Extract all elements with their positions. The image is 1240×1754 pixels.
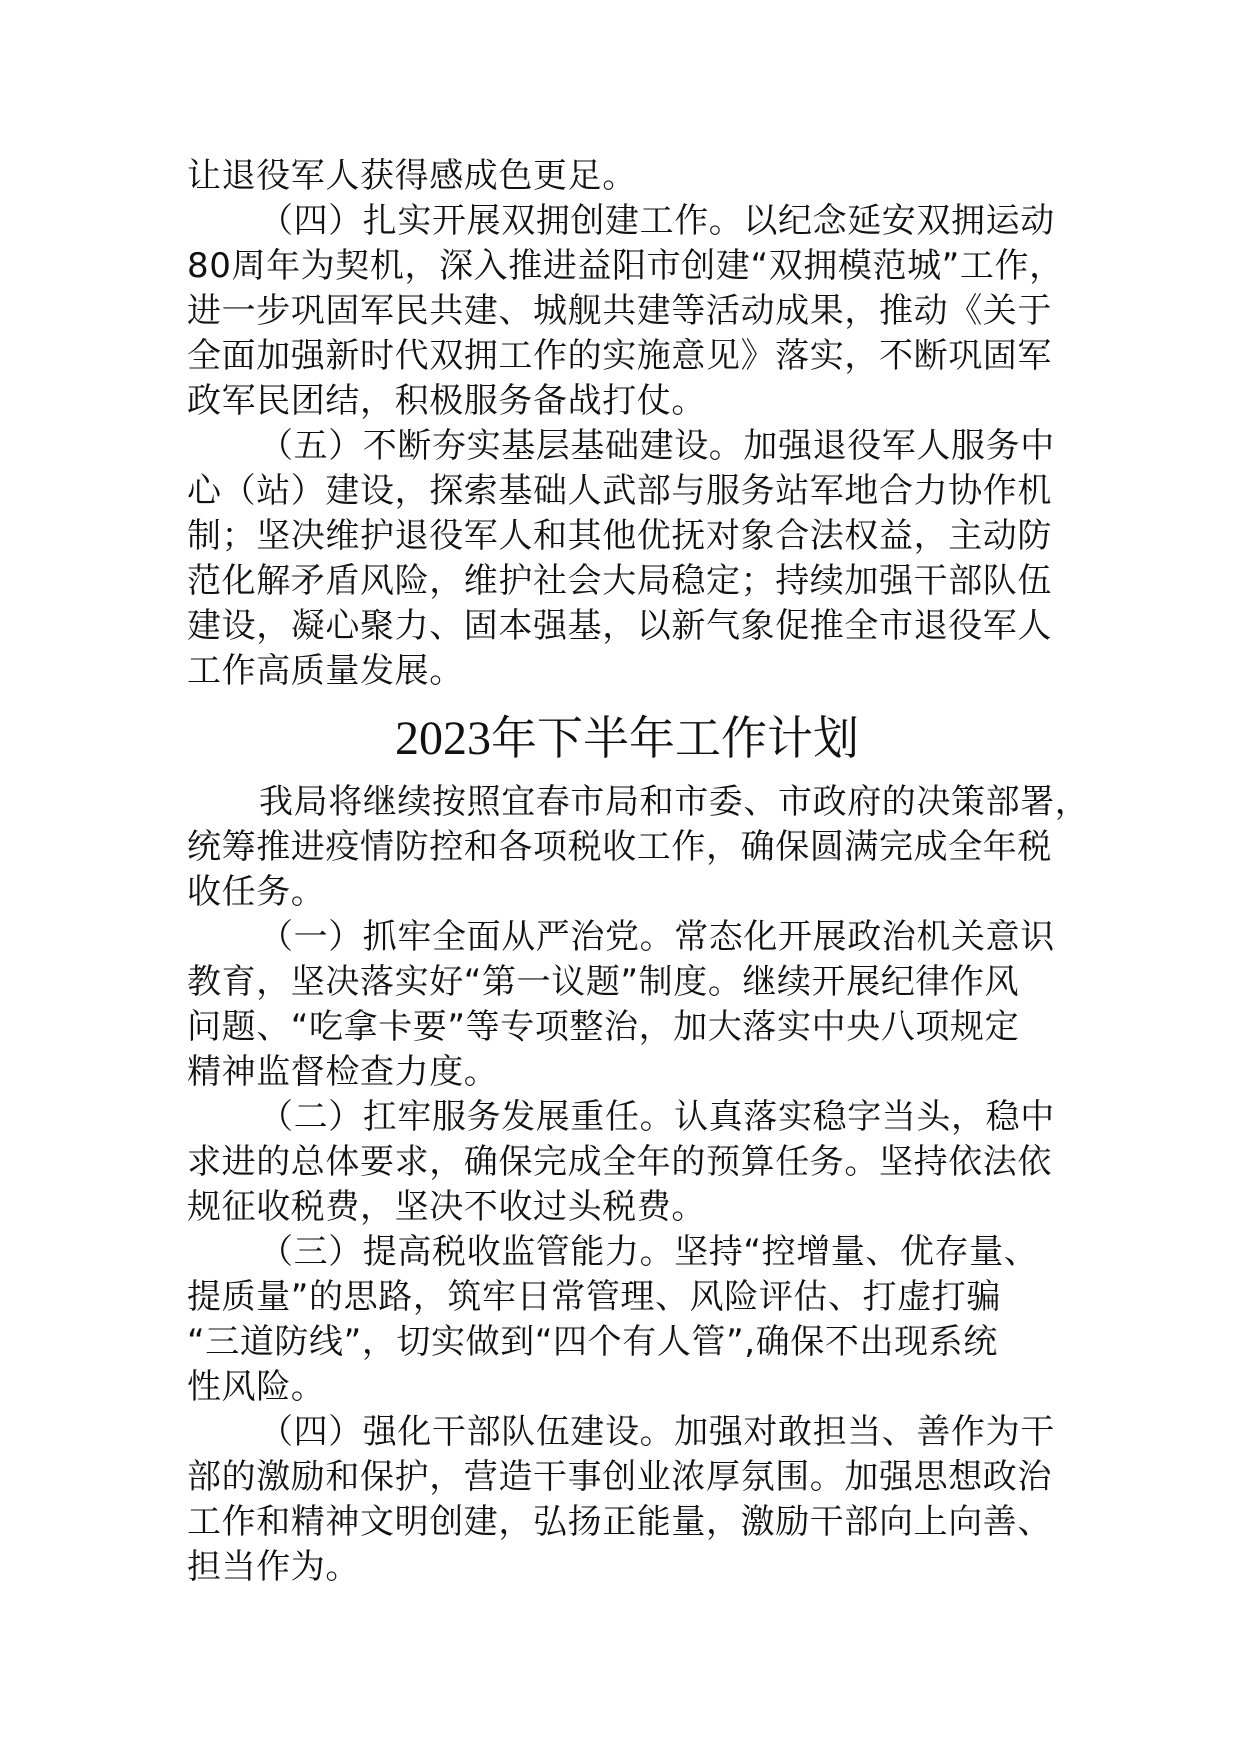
paragraph-line: （五）不断夯实基层基础建设。加强退役军人服务中 (259, 426, 1055, 466)
paragraph-line: 求进的总体要求，确保完成全年的预算任务。坚持依法依 (187, 1142, 1052, 1182)
paragraph-line: 提质量”的思路，筑牢日常管理、风险评估、打虚打骗 (187, 1277, 1002, 1317)
paragraph-line: 政军民团结，积极服务备战打仗。 (187, 381, 706, 421)
paragraph-line: 制；坚决维护退役军人和其他优抚对象合法权益，主动防 (187, 516, 1052, 556)
paragraph-line: 规征收税费，坚决不收过头税费。 (187, 1187, 706, 1227)
paragraph-line: （一）抓牢全面从严治党。常态化开展政治机关意识 (259, 917, 1055, 957)
paragraph-line: 我局将继续按照宜春市局和市委、市政府的决策部署， (259, 782, 1090, 822)
paragraph-line: （四）扎实开展双拥创建工作。以纪念延安双拥运动 (259, 201, 1055, 241)
paragraph-line: 统筹推进疫情防控和各项税收工作，确保圆满完成全年税 (187, 827, 1052, 867)
paragraph-line: 问题、“吃拿卡要”等专项整治，加大落实中央八项规定 (187, 1007, 1020, 1047)
paragraph-line: 心（站）建设，探索基础人武部与服务站军地合力协作机 (187, 471, 1052, 511)
paragraph-line: 性风险。 (187, 1367, 326, 1407)
heading-text: 年下半年工作计划 (491, 711, 859, 765)
paragraph-line: 进一步巩固军民共建、城舰共建等活动成果，推动《关于 (187, 291, 1052, 331)
section-heading (187, 706, 1067, 770)
paragraph-line: （三）提高税收监管能力。坚持“控增量、优存量、 (259, 1232, 1039, 1272)
paragraph-line: 80周年为契机，深入推进益阳市创建“双拥模范城”工作， (187, 246, 1064, 286)
paragraph-line: 全面加强新时代双拥工作的实施意见》落实，不断巩固军 (187, 336, 1052, 376)
paragraph-line: 教育，坚决落实好“第一议题”制度。继续开展纪律作风 (187, 962, 1020, 1002)
paragraph-line: 工作和精神文明创建，弘扬正能量，激励干部向上向善、 (187, 1502, 1052, 1542)
heading-year: 2023 (395, 712, 491, 765)
paragraph-line: 收任务。 (187, 872, 326, 912)
paragraph-line: （二）扛牢服务发展重任。认真落实稳字当头，稳中 (259, 1097, 1055, 1137)
paragraph-line: 范化解矛盾风险，维护社会大局稳定；持续加强干部队伍 (187, 561, 1052, 601)
paragraph-line: “三道防线”，切实做到“四个有人管”,确保不出现系统 (187, 1322, 998, 1362)
paragraph-line: 精神监督检查力度。 (187, 1052, 499, 1092)
paragraph-line: 部的激励和保护，营造干事创业浓厚氛围。加强思想政治 (187, 1457, 1052, 1497)
paragraph-line: 让退役军人获得感成色更足。 (187, 156, 637, 196)
paragraph-line: 建设，凝心聚力、固本强基，以新气象促推全市退役军人 (187, 606, 1052, 646)
paragraph-line: 工作高质量发展。 (187, 651, 464, 691)
paragraph-line: 担当作为。 (187, 1547, 360, 1587)
paragraph-line: （四）强化干部队伍建设。加强对敢担当、善作为干 (259, 1412, 1055, 1452)
